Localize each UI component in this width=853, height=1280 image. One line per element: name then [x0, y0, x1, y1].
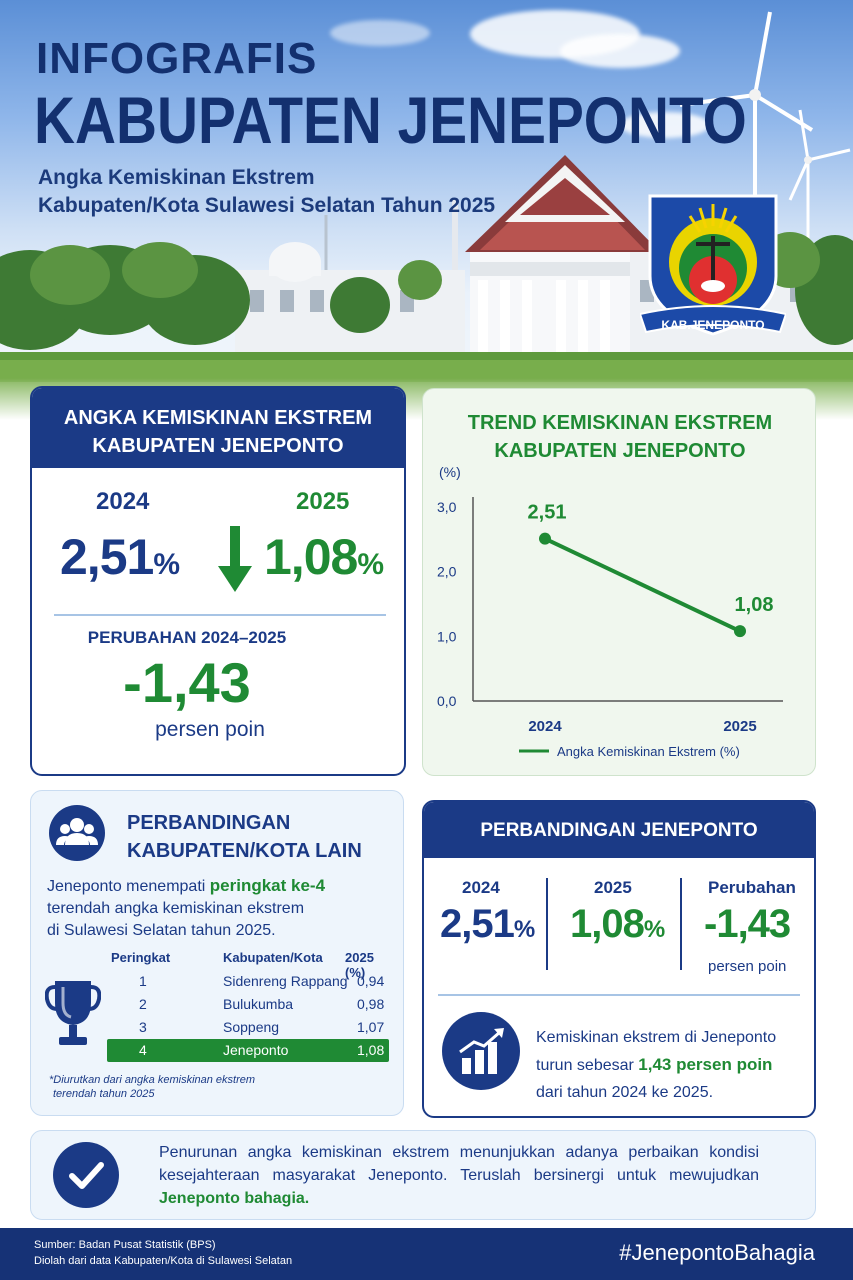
- table-header-row: [109, 947, 391, 980]
- title-large: KABUPATEN JENEPONTO: [34, 83, 747, 157]
- y-tick-label: 2,0: [437, 563, 457, 580]
- table-row-highlight-jeneponto: [107, 1039, 389, 1062]
- col-change-label: Perubahan: [708, 878, 796, 897]
- conclusion-text: [159, 1141, 759, 1210]
- bar-chart-up-icon: [442, 1012, 520, 1090]
- percent-sign: %: [357, 548, 384, 581]
- trophy-icon: [45, 977, 101, 1053]
- year-2024-label: 2024: [96, 488, 150, 515]
- decrease-highlight: 1,43 persen poin: [638, 1055, 773, 1074]
- percent-sign: %: [643, 916, 665, 943]
- summary-card: [30, 386, 406, 776]
- divider: [54, 614, 386, 616]
- region-cell: Soppeng: [223, 1019, 280, 1035]
- comparison-right-title: PERBANDINGAN JENEPONTO: [424, 802, 814, 858]
- comparison-other-regions-card: [30, 790, 404, 1116]
- value-cell: 1,07: [357, 1019, 385, 1035]
- data-label: 2,51: [527, 501, 567, 524]
- desc-line1: Kemiskinan ekstrem di Jeneponto: [536, 1029, 777, 1046]
- trend-card: [422, 388, 816, 776]
- footer: [0, 1228, 853, 1280]
- value-cell: 0,98: [357, 996, 385, 1012]
- conclusion-text-main: Penurunan angka kemiskinan ekstrem menunjukkan adanya perbaikan kondisi kesejahteraan masyarakat Jeneponto. Teruslah bersinergi untuk mewujudkan: [159, 1144, 759, 1184]
- logo-text: KAB.JENEPONTO: [661, 318, 765, 332]
- source-line2: Diolah dari data Kabupaten/Kota di Sulawesi Selatan: [34, 1255, 293, 1267]
- data-label: 1,08: [734, 594, 774, 617]
- percent-sign: %: [513, 916, 535, 943]
- divider: [438, 994, 800, 996]
- source-line1: Sumber: Badan Pusat Statistik (BPS): [34, 1239, 216, 1251]
- conclusion-highlight: Jeneponto bahagia.: [159, 1190, 310, 1207]
- change-unit: persen poin: [155, 718, 265, 741]
- change-value: -1,43: [123, 651, 251, 714]
- percent-sign: %: [153, 548, 180, 581]
- region-cell: Bulukumba: [223, 996, 294, 1012]
- value-2025: [264, 528, 383, 586]
- value-2024: [60, 528, 179, 586]
- footnote-line1: *Diurutkan dari angka kemiskinan ekstrem: [49, 1074, 256, 1086]
- arrow-down-icon: [218, 526, 252, 594]
- table-row: [109, 970, 391, 993]
- comparison-right-description: [536, 1024, 808, 1106]
- rank-cell: 4: [139, 1042, 147, 1058]
- hero-banner: [0, 0, 853, 420]
- data-point: [734, 625, 746, 637]
- hashtag: #JenepontoBahagia: [619, 1240, 815, 1265]
- trend-title-line1: TREND KEMISKINAN EKSTREM: [467, 412, 773, 434]
- column-separator: [546, 878, 548, 970]
- col-2025-number: 1,08: [570, 902, 644, 946]
- people-icon: [49, 805, 105, 861]
- region-cell: Jeneponto: [223, 1042, 289, 1058]
- summary-card-header: [32, 388, 404, 468]
- trend-title-line2: KABUPATEN JENEPONTO: [494, 440, 746, 462]
- col-change-value: -1,43: [704, 902, 791, 946]
- summary-title-line2: KABUPATEN JENEPONTO: [92, 435, 344, 457]
- table-header-rank: Peringkat: [111, 950, 171, 965]
- value-2024-number: 2,51: [60, 529, 154, 585]
- desc-line3: dari tahun 2024 ke 2025.: [536, 1084, 714, 1101]
- table-footnote: [49, 1073, 255, 1101]
- comparison-jeneponto-card: [422, 800, 816, 1118]
- table-header-region: Kabupaten/Kota: [223, 950, 323, 965]
- rank-cell: 2: [139, 996, 147, 1012]
- value-cell: 1,08: [357, 1042, 385, 1058]
- subtitle-line1: Angka Kemiskinan Ekstrem: [38, 166, 315, 189]
- legend-label: Angka Kemiskinan Ekstrem (%): [557, 744, 740, 759]
- rank-cell: 3: [139, 1019, 147, 1035]
- desc-line2-pre: turun sebesar: [536, 1057, 639, 1074]
- column-separator: [680, 878, 682, 970]
- col-2025-value: [570, 902, 664, 947]
- x-tick-label: 2025: [723, 718, 757, 735]
- rank-cell: 1: [139, 973, 147, 989]
- value-cell: 0,94: [357, 973, 385, 989]
- y-axis-label: (%): [439, 464, 461, 480]
- summary-title-line1: ANGKA KEMISKINAN EKSTREM: [63, 407, 373, 429]
- comparison-left-title-line1: PERBANDINGAN: [127, 812, 291, 834]
- table-row: [109, 993, 391, 1016]
- desc-line3: di Sulawesi Selatan tahun 2025.: [47, 922, 276, 939]
- col-change-unit: persen poin: [708, 958, 787, 975]
- col-2024-number: 2,51: [440, 902, 514, 946]
- x-tick-label: 2024: [528, 718, 562, 735]
- col-2024-value: [440, 902, 534, 947]
- change-label: PERUBAHAN 2024–2025: [87, 628, 287, 647]
- series-line: [545, 539, 740, 631]
- jeneponto-logo: [640, 186, 786, 346]
- subtitle-line2: Kabupaten/Kota Sulawesi Selatan Tahun 2025: [38, 194, 496, 217]
- year-2025-label: 2025: [296, 488, 350, 515]
- trend-line-chart: [423, 389, 817, 777]
- table-header-value: 2025 (%): [345, 950, 374, 980]
- conclusion-card: [30, 1130, 816, 1220]
- footnote-line2: terendah tahun 2025: [53, 1088, 155, 1100]
- col-2025-label: 2025: [594, 878, 632, 897]
- col-2024-label: 2024: [462, 878, 500, 897]
- desc-pre: Jeneponto menempati: [47, 878, 210, 895]
- title-small: INFOGRAFIS: [36, 34, 318, 83]
- rank-highlight: peringkat ke-4: [209, 876, 326, 895]
- table-row: [109, 1016, 391, 1039]
- ranking-table: [109, 947, 391, 1062]
- data-point: [539, 533, 551, 545]
- region-cell: Sidenreng Rappang: [223, 973, 348, 989]
- y-tick-label: 1,0: [437, 628, 457, 645]
- desc-line2: terendah angka kemiskinan ekstrem: [47, 900, 305, 917]
- comparison-left-description: [47, 875, 397, 942]
- comparison-left-title: [127, 809, 362, 865]
- value-2025-number: 1,08: [264, 529, 358, 585]
- y-tick-label: 3,0: [437, 499, 457, 515]
- y-tick-label: 0,0: [437, 693, 457, 709]
- comparison-left-title-line2: KABUPATEN/KOTA LAIN: [127, 840, 362, 862]
- check-icon: [53, 1142, 119, 1208]
